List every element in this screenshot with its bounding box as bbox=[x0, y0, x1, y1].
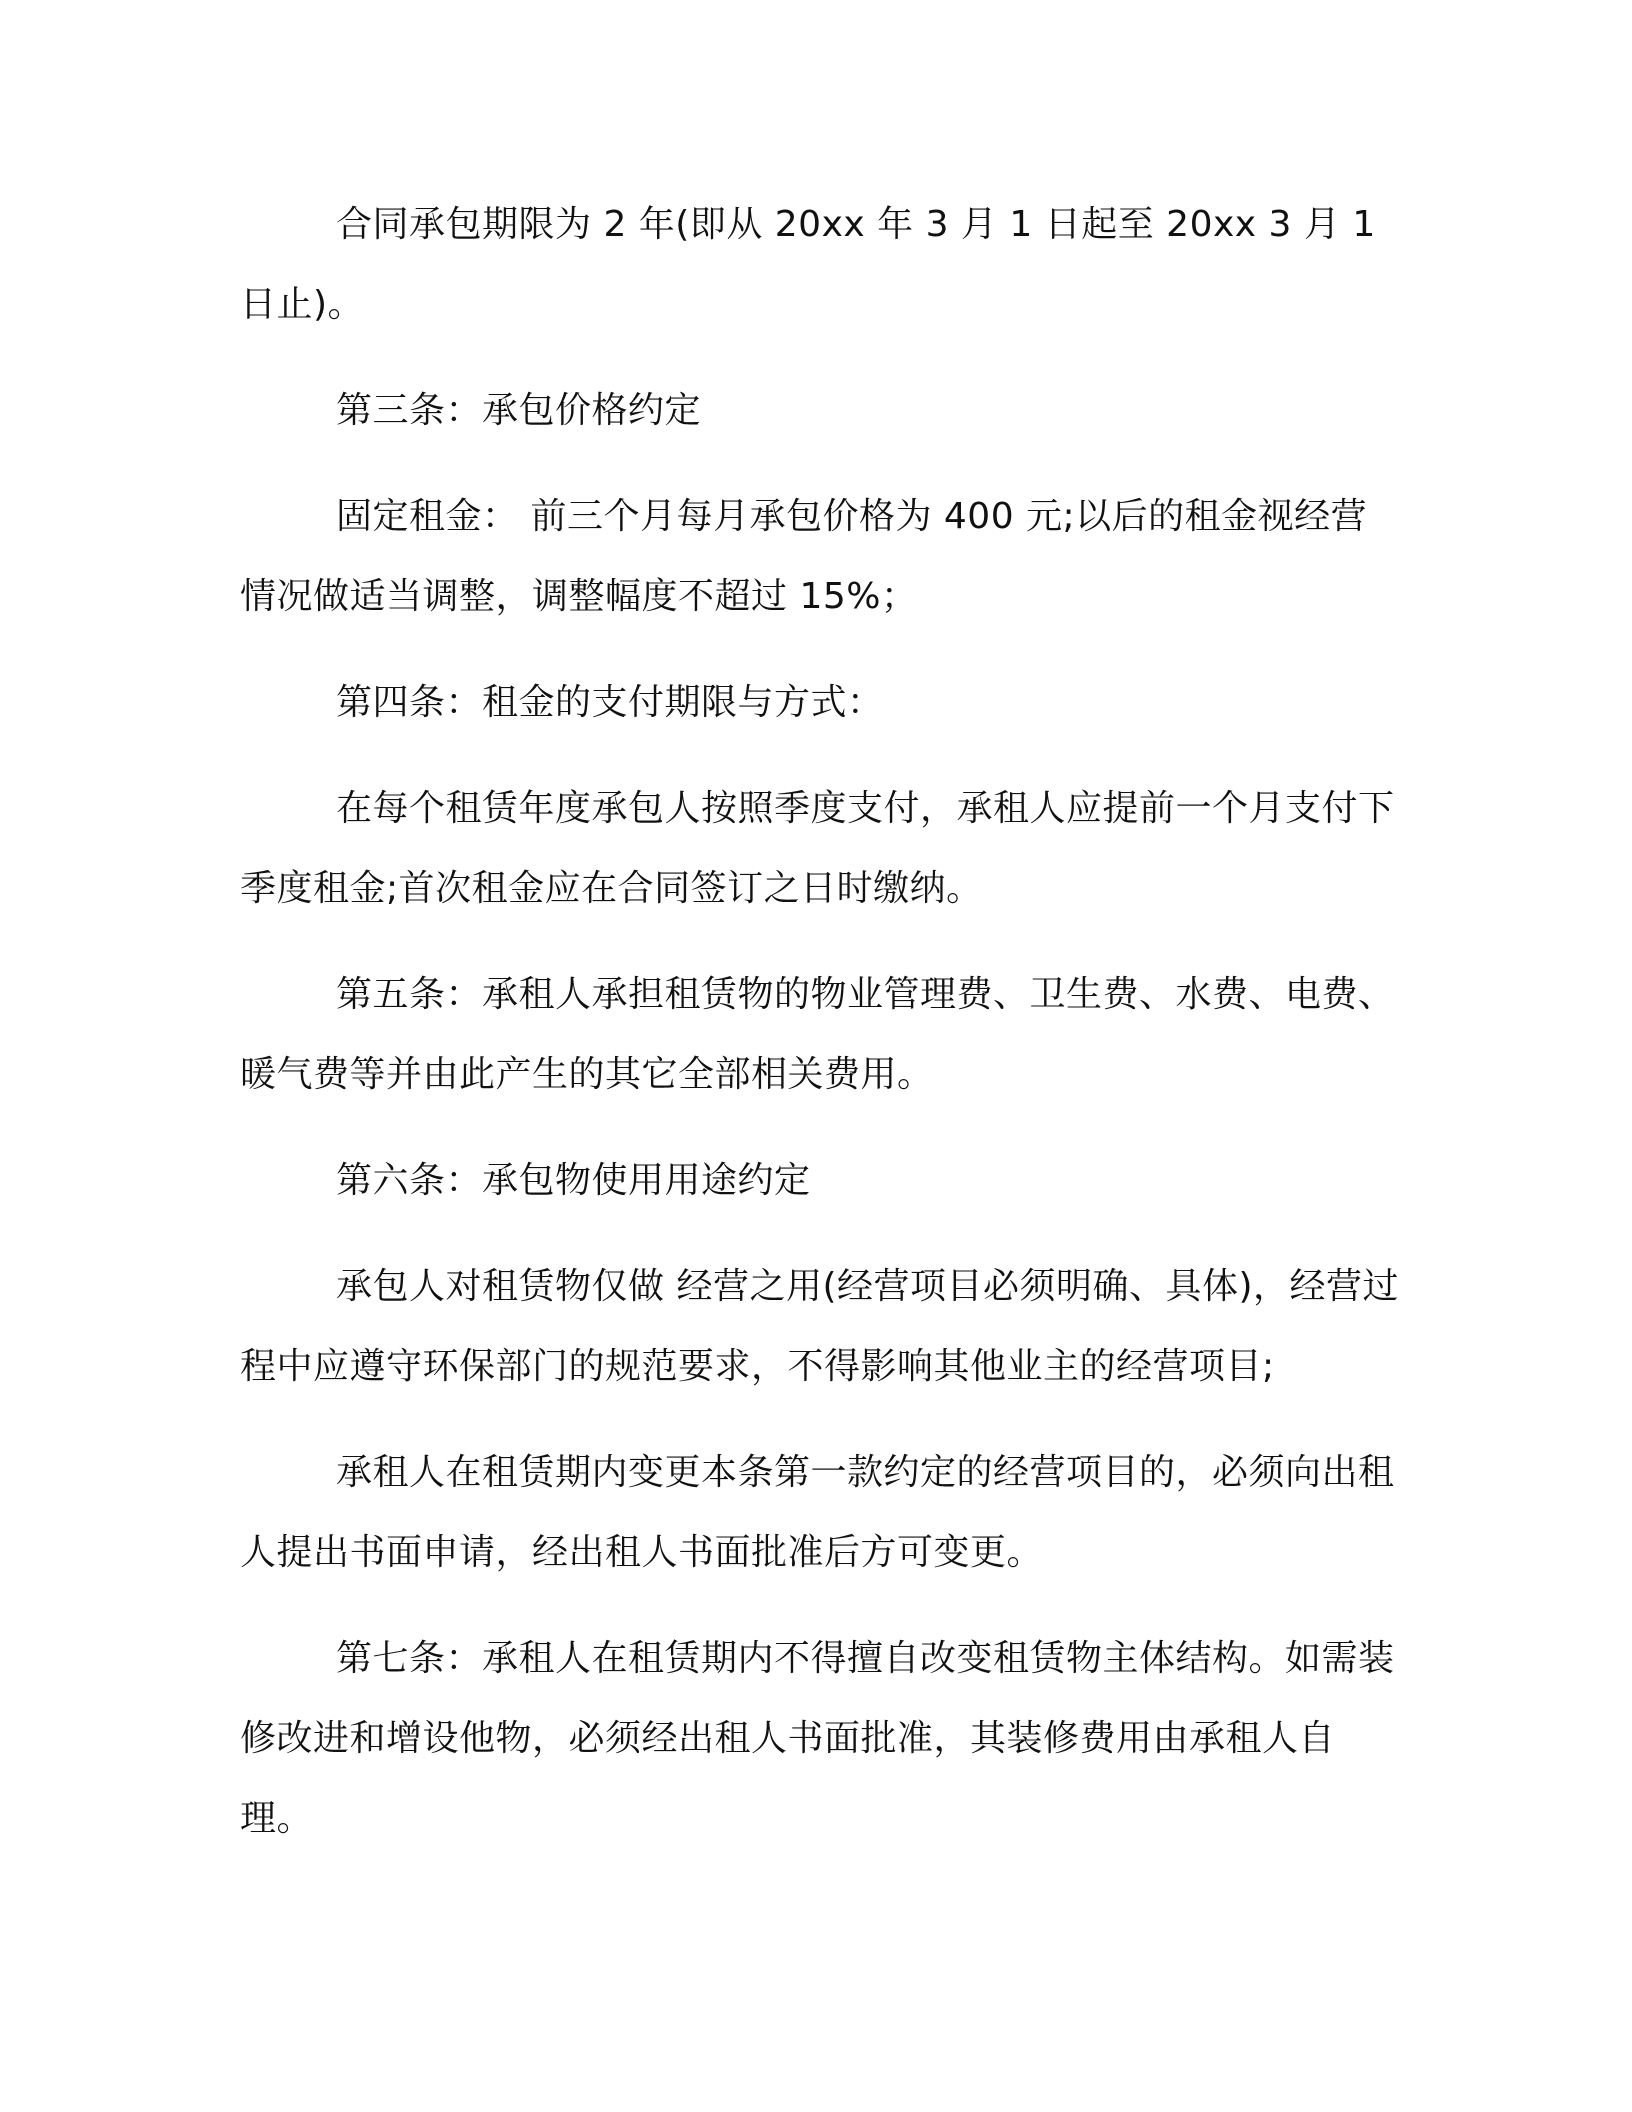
document-body bbox=[240, 185, 1400, 1885]
heading-article-4: 第四条：租金的支付期限与方式： bbox=[336, 682, 884, 723]
paragraph-payment-terms: 在每个租赁年度承包人按照季度支付，承租人应提前一个月支付下季度租金;首次租金应在合同签订之日时缴纳。 bbox=[240, 788, 1395, 909]
paragraph-article-5: 第五条：承租人承担租赁物的物业管理费、卫生费、水费、电费、暖气费等并由此产生的其它全部相关费用。 bbox=[240, 974, 1395, 1095]
paragraph-article-7: 第七条：承租人在租赁期内不得擅自改变租赁物主体结构。如需装修改进和增设他物，必须经出租人书面批准，其装修费用由承租人自理。 bbox=[240, 1638, 1395, 1839]
paragraph-contract-term: 合同承包期限为 2 年(即从 20xx 年 3 月 1 日起至 20xx 3 月 1 日止)。 bbox=[240, 204, 1376, 325]
paragraph-fixed-rent: 固定租金： 前三个月每月承包价格为 400 元;以后的租金视经营情况做适当调整，调整幅度不超过 15%； bbox=[240, 496, 1368, 617]
heading-article-3: 第三条：承包价格约定 bbox=[336, 390, 702, 431]
paragraph-change-project: 承租人在租赁期内变更本条第一款约定的经营项目的，必须向出租人提出书面申请，经出租人书面批准后方可变更。 bbox=[240, 1452, 1395, 1573]
heading-article-6: 第六条：承包物使用用途约定 bbox=[336, 1160, 811, 1201]
paragraph-usage: 承包人对租赁物仅做 经营之用(经营项目必须明确、具体)，经营过程中应遵守环保部门的规范要求，不得影响其他业主的经营项目; bbox=[240, 1266, 1400, 1387]
